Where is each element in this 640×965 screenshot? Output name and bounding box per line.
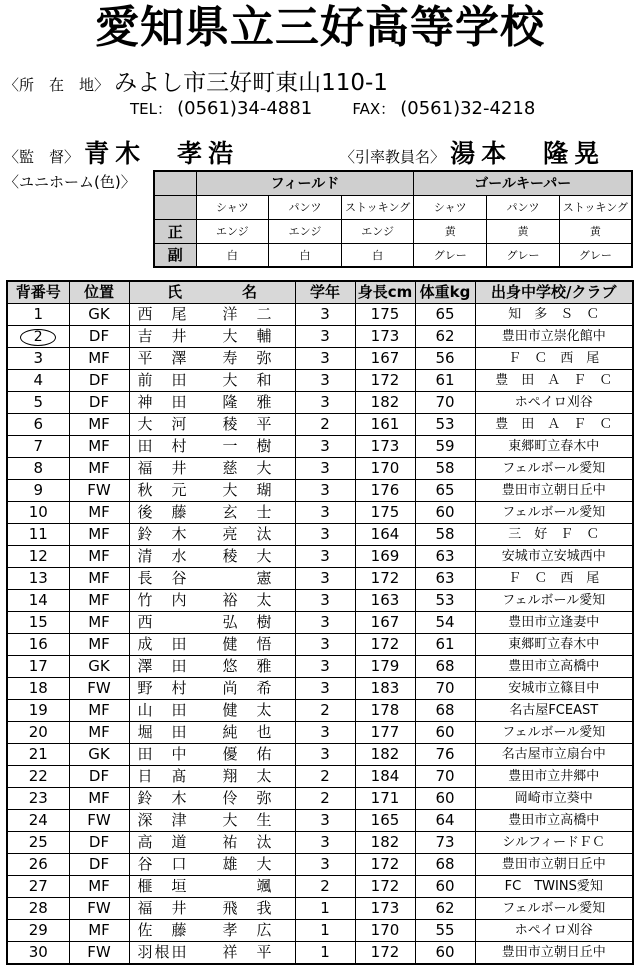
player-weight: 60 <box>415 942 475 965</box>
uniform-corner <box>154 171 196 195</box>
coach-label: 〈監 督〉 <box>4 148 80 166</box>
player-school: 豊田市立逢妻中 <box>475 612 633 634</box>
player-grade: 1 <box>295 898 355 920</box>
player-school: FC TWINS愛知 <box>475 876 633 898</box>
table-row <box>7 524 633 546</box>
table-row <box>7 700 633 722</box>
uniform-field-header: フィールド <box>196 171 414 195</box>
player-school: 豊田市立朝日丘中 <box>475 942 633 965</box>
player-number: 4 <box>7 370 69 392</box>
player-school: フェルボール愛知 <box>475 502 633 524</box>
player-grade: 3 <box>295 546 355 568</box>
player-height: 167 <box>355 612 415 634</box>
table-row <box>7 480 633 502</box>
player-weight: 55 <box>415 920 475 942</box>
address-label: 〈所 在 地〉 <box>4 76 110 94</box>
table-row <box>7 920 633 942</box>
player-number: 25 <box>7 832 69 854</box>
player-weight: 60 <box>415 876 475 898</box>
player-height: 172 <box>355 854 415 876</box>
player-number: 6 <box>7 414 69 436</box>
table-row <box>7 392 633 414</box>
player-school: 名古屋市立扇台中 <box>475 744 633 766</box>
player-school: 豊 田 Ａ Ｆ Ｃ <box>475 414 633 436</box>
player-weight: 61 <box>415 634 475 656</box>
player-name: 羽根田 祥 平 <box>129 942 295 965</box>
fax-label: FAX： <box>352 100 396 118</box>
player-name: 西 弘 樹 <box>129 612 295 634</box>
uniform-col-header: パンツ <box>269 195 342 219</box>
table-row <box>7 414 633 436</box>
player-name: 榧 垣 颯 <box>129 876 295 898</box>
player-height: 163 <box>355 590 415 612</box>
uniform-col-header: シャツ <box>414 195 487 219</box>
header-name: 氏 名 <box>129 281 295 304</box>
table-row <box>7 590 633 612</box>
table-row <box>7 942 633 965</box>
player-height: 173 <box>355 436 415 458</box>
player-grade: 3 <box>295 722 355 744</box>
player-position: MF <box>69 876 129 898</box>
leader-name: 湯本 隆晃 <box>450 139 606 168</box>
player-position: FW <box>69 898 129 920</box>
table-row <box>7 832 633 854</box>
player-grade: 3 <box>295 304 355 326</box>
player-grade: 3 <box>295 326 355 348</box>
player-name: 福 井 飛 我 <box>129 898 295 920</box>
player-school: ホペイロ刈谷 <box>475 920 633 942</box>
player-number: 17 <box>7 656 69 678</box>
player-height: 182 <box>355 744 415 766</box>
table-row <box>7 744 633 766</box>
uniform-cell: 白 <box>341 243 414 267</box>
player-number: 22 <box>7 766 69 788</box>
player-weight: 53 <box>415 590 475 612</box>
player-school: フェルボール愛知 <box>475 458 633 480</box>
player-name: 西 尾 洋 二 <box>129 304 295 326</box>
player-height: 173 <box>355 898 415 920</box>
player-position: MF <box>69 568 129 590</box>
player-weight: 64 <box>415 810 475 832</box>
player-grade: 1 <box>295 920 355 942</box>
player-position: FW <box>69 678 129 700</box>
player-position: FW <box>69 480 129 502</box>
player-name: 竹 内 裕 太 <box>129 590 295 612</box>
player-position: GK <box>69 304 129 326</box>
uniform-cell: グレー <box>487 243 560 267</box>
player-number: 20 <box>7 722 69 744</box>
table-row <box>7 304 633 326</box>
player-name: 田 村 一 樹 <box>129 436 295 458</box>
player-number: 12 <box>7 546 69 568</box>
player-name: 鈴 木 亮 汰 <box>129 524 295 546</box>
player-height: 165 <box>355 810 415 832</box>
uniform-cell: グレー <box>559 243 632 267</box>
player-number: 15 <box>7 612 69 634</box>
player-height: 182 <box>355 392 415 414</box>
header-position: 位置 <box>69 281 129 304</box>
player-school: ホペイロ刈谷 <box>475 392 633 414</box>
player-height: 164 <box>355 524 415 546</box>
player-height: 172 <box>355 370 415 392</box>
player-weight: 65 <box>415 480 475 502</box>
uniform-gk-header: ゴールキーパー <box>414 171 632 195</box>
table-row <box>7 876 633 898</box>
player-school: 東郷町立春木中 <box>475 436 633 458</box>
player-height: 175 <box>355 304 415 326</box>
player-weight: 70 <box>415 392 475 414</box>
player-position: GK <box>69 744 129 766</box>
player-position: MF <box>69 722 129 744</box>
player-position: MF <box>69 700 129 722</box>
player-name: 後 藤 玄 士 <box>129 502 295 524</box>
table-row <box>7 612 633 634</box>
table-row <box>7 568 633 590</box>
table-row <box>7 546 633 568</box>
player-height: 171 <box>355 788 415 810</box>
player-grade: 3 <box>295 832 355 854</box>
uniform-cell: 白 <box>196 243 269 267</box>
player-weight: 58 <box>415 524 475 546</box>
player-name: 長 谷 憲 <box>129 568 295 590</box>
coach-name: 青木 孝浩 <box>84 139 240 168</box>
uniform-label: 〈ユニホーム(色)〉 <box>4 173 136 191</box>
player-height: 175 <box>355 502 415 524</box>
player-position: MF <box>69 546 129 568</box>
player-weight: 62 <box>415 326 475 348</box>
player-height: 177 <box>355 722 415 744</box>
player-grade: 3 <box>295 502 355 524</box>
player-grade: 3 <box>295 568 355 590</box>
player-school: 豊田市立崇化館中 <box>475 326 633 348</box>
player-name: 福 井 慈 大 <box>129 458 295 480</box>
player-position: MF <box>69 502 129 524</box>
player-name: 澤 田 悠 雅 <box>129 656 295 678</box>
player-weight: 60 <box>415 722 475 744</box>
player-name: 谷 口 雄 大 <box>129 854 295 876</box>
player-number: 24 <box>7 810 69 832</box>
player-number: 9 <box>7 480 69 502</box>
uniform-row-label: 正 <box>154 219 196 243</box>
player-weight: 54 <box>415 612 475 634</box>
player-school: フェルボール愛知 <box>475 590 633 612</box>
player-school: 安城市立安城西中 <box>475 546 633 568</box>
player-grade: 1 <box>295 942 355 965</box>
player-name: 平 澤 寿 弥 <box>129 348 295 370</box>
player-grade: 2 <box>295 876 355 898</box>
table-row <box>7 656 633 678</box>
player-name: 山 田 健 太 <box>129 700 295 722</box>
player-number: 23 <box>7 788 69 810</box>
player-position: MF <box>69 634 129 656</box>
player-weight: 68 <box>415 700 475 722</box>
player-grade: 3 <box>295 656 355 678</box>
player-weight: 73 <box>415 832 475 854</box>
player-grade: 3 <box>295 524 355 546</box>
player-weight: 68 <box>415 656 475 678</box>
player-grade: 2 <box>295 700 355 722</box>
player-number: 1 <box>7 304 69 326</box>
player-height: 172 <box>355 568 415 590</box>
player-weight: 76 <box>415 744 475 766</box>
player-position: MF <box>69 348 129 370</box>
uniform-col-header: シャツ <box>196 195 269 219</box>
player-number: 30 <box>7 942 69 965</box>
player-number: 21 <box>7 744 69 766</box>
table-row <box>7 678 633 700</box>
coach-line <box>4 134 239 170</box>
player-height: 184 <box>355 766 415 788</box>
player-height: 170 <box>355 920 415 942</box>
player-name: 鈴 木 伶 弥 <box>129 788 295 810</box>
table-row <box>7 634 633 656</box>
player-school: Ｆ Ｃ 西 尾 <box>475 568 633 590</box>
player-name: 日 髙 翔 太 <box>129 766 295 788</box>
player-name: 佐 藤 孝 広 <box>129 920 295 942</box>
player-number: 13 <box>7 568 69 590</box>
player-number <box>7 326 69 348</box>
player-weight: 70 <box>415 766 475 788</box>
table-row <box>7 348 633 370</box>
player-weight: 70 <box>415 678 475 700</box>
player-grade: 3 <box>295 590 355 612</box>
table-row <box>7 370 633 392</box>
player-school: 豊田市立朝日丘中 <box>475 480 633 502</box>
player-school: 豊田市立朝日丘中 <box>475 854 633 876</box>
player-name: 神 田 隆 雅 <box>129 392 295 414</box>
header-grade: 学年 <box>295 281 355 304</box>
player-number: 28 <box>7 898 69 920</box>
player-name: 深 津 大 生 <box>129 810 295 832</box>
player-number: 18 <box>7 678 69 700</box>
tel-value: (0561)34-4881 <box>177 98 313 119</box>
school-title: 愛知県立三好高等学校 <box>95 2 545 53</box>
player-school: 豊田市立井郷中 <box>475 766 633 788</box>
player-number: 5 <box>7 392 69 414</box>
player-name: 野 村 尚 希 <box>129 678 295 700</box>
player-height: 178 <box>355 700 415 722</box>
player-number: 8 <box>7 458 69 480</box>
player-position: MF <box>69 414 129 436</box>
uniform-row-label: 副 <box>154 243 196 267</box>
player-grade: 3 <box>295 678 355 700</box>
player-school: 名古屋FCEAST <box>475 700 633 722</box>
player-weight: 63 <box>415 568 475 590</box>
player-school: シルフィードＦＣ <box>475 832 633 854</box>
player-name: 大 河 稜 平 <box>129 414 295 436</box>
player-school: 知 多 Ｓ Ｃ <box>475 304 633 326</box>
player-grade: 3 <box>295 612 355 634</box>
player-number: 3 <box>7 348 69 370</box>
player-name: 堀 田 純 也 <box>129 722 295 744</box>
player-name: 前 田 大 和 <box>129 370 295 392</box>
player-position: GK <box>69 656 129 678</box>
uniform-cell: 黄 <box>559 219 632 243</box>
table-row <box>7 722 633 744</box>
table-row <box>7 458 633 480</box>
player-position: MF <box>69 590 129 612</box>
address-value: みよし市三好町東山110-1 <box>114 70 388 96</box>
player-school: 安城市立篠目中 <box>475 678 633 700</box>
player-grade: 3 <box>295 744 355 766</box>
tel-label: TEL： <box>130 100 172 118</box>
player-position: MF <box>69 920 129 942</box>
roster-table <box>6 280 634 965</box>
player-position: MF <box>69 788 129 810</box>
header-weight: 体重kg <box>415 281 475 304</box>
header-school: 出身中学校/クラブ <box>475 281 633 304</box>
player-grade: 2 <box>295 788 355 810</box>
table-row <box>7 326 633 348</box>
player-number: 27 <box>7 876 69 898</box>
uniform-cell: グレー <box>414 243 487 267</box>
player-grade: 3 <box>295 480 355 502</box>
player-school: 豊 田 Ａ Ｆ Ｃ <box>475 370 633 392</box>
player-weight: 61 <box>415 370 475 392</box>
player-school: 豊田市立高橋中 <box>475 656 633 678</box>
player-name: 秋 元 大 瑚 <box>129 480 295 502</box>
player-grade: 3 <box>295 634 355 656</box>
player-weight: 53 <box>415 414 475 436</box>
player-weight: 65 <box>415 304 475 326</box>
player-weight: 56 <box>415 348 475 370</box>
player-weight: 63 <box>415 546 475 568</box>
address-line <box>4 64 388 97</box>
leader-label: 〈引率教員名〉 <box>340 148 446 166</box>
player-height: 176 <box>355 480 415 502</box>
player-position: MF <box>69 524 129 546</box>
uniform-col-header: ストッキング <box>341 195 414 219</box>
uniform-cell: エンジ <box>196 219 269 243</box>
player-position: DF <box>69 766 129 788</box>
uniform-cell: 白 <box>269 243 342 267</box>
contact-line <box>130 98 535 119</box>
uniform-cell: エンジ <box>269 219 342 243</box>
player-school: フェルボール愛知 <box>475 898 633 920</box>
player-weight: 68 <box>415 854 475 876</box>
player-grade: 3 <box>295 436 355 458</box>
player-school: 東郷町立春木中 <box>475 634 633 656</box>
player-name: 成 田 健 悟 <box>129 634 295 656</box>
player-grade: 3 <box>295 370 355 392</box>
uniform-cell: エンジ <box>341 219 414 243</box>
table-row <box>7 766 633 788</box>
player-height: 161 <box>355 414 415 436</box>
player-number: 14 <box>7 590 69 612</box>
player-weight: 60 <box>415 502 475 524</box>
player-position: DF <box>69 326 129 348</box>
player-school: 三 好 Ｆ Ｃ <box>475 524 633 546</box>
player-position: FW <box>69 942 129 965</box>
player-number: 10 <box>7 502 69 524</box>
player-number: 11 <box>7 524 69 546</box>
player-school: 豊田市立高橋中 <box>475 810 633 832</box>
player-number: 26 <box>7 854 69 876</box>
player-position: MF <box>69 612 129 634</box>
player-number: 16 <box>7 634 69 656</box>
fax-value: (0561)32-4218 <box>400 98 536 119</box>
player-school: 岡崎市立葵中 <box>475 788 633 810</box>
table-row <box>7 898 633 920</box>
player-height: 173 <box>355 326 415 348</box>
player-grade: 3 <box>295 810 355 832</box>
table-row <box>7 436 633 458</box>
player-grade: 2 <box>295 766 355 788</box>
uniform-cell: 黄 <box>487 219 560 243</box>
player-height: 182 <box>355 832 415 854</box>
player-position: MF <box>69 458 129 480</box>
player-height: 183 <box>355 678 415 700</box>
player-number: 19 <box>7 700 69 722</box>
player-height: 167 <box>355 348 415 370</box>
uniform-cell: 黄 <box>414 219 487 243</box>
player-position: DF <box>69 392 129 414</box>
player-position: MF <box>69 436 129 458</box>
table-row <box>7 810 633 832</box>
player-height: 179 <box>355 656 415 678</box>
leader-line <box>340 134 605 170</box>
header-height: 身長cm <box>355 281 415 304</box>
player-weight: 62 <box>415 898 475 920</box>
player-grade: 3 <box>295 854 355 876</box>
player-height: 172 <box>355 876 415 898</box>
player-number: 7 <box>7 436 69 458</box>
player-name: 吉 井 大 輔 <box>129 326 295 348</box>
player-weight: 59 <box>415 436 475 458</box>
player-weight: 58 <box>415 458 475 480</box>
player-height: 172 <box>355 942 415 965</box>
player-weight: 60 <box>415 788 475 810</box>
player-position: DF <box>69 370 129 392</box>
player-grade: 3 <box>295 392 355 414</box>
player-height: 169 <box>355 546 415 568</box>
header-number: 背番号 <box>7 281 69 304</box>
player-position: DF <box>69 854 129 876</box>
player-height: 170 <box>355 458 415 480</box>
player-number: 29 <box>7 920 69 942</box>
player-school: Ｆ Ｃ 西 尾 <box>475 348 633 370</box>
player-grade: 3 <box>295 348 355 370</box>
uniform-table <box>153 170 633 268</box>
table-row <box>7 502 633 524</box>
uniform-corner <box>154 195 196 219</box>
player-grade: 3 <box>295 458 355 480</box>
player-position: FW <box>69 810 129 832</box>
roster-header-row <box>7 281 633 304</box>
player-name: 清 水 稜 大 <box>129 546 295 568</box>
uniform-col-header: ストッキング <box>559 195 632 219</box>
player-height: 172 <box>355 634 415 656</box>
player-grade: 2 <box>295 414 355 436</box>
player-school: フェルボール愛知 <box>475 722 633 744</box>
table-row <box>7 788 633 810</box>
table-row <box>7 854 633 876</box>
captain-circle: 2 <box>20 329 56 346</box>
player-position: DF <box>69 832 129 854</box>
player-name: 田 中 優 佑 <box>129 744 295 766</box>
uniform-col-header: パンツ <box>487 195 560 219</box>
player-name: 高 道 祐 汰 <box>129 832 295 854</box>
